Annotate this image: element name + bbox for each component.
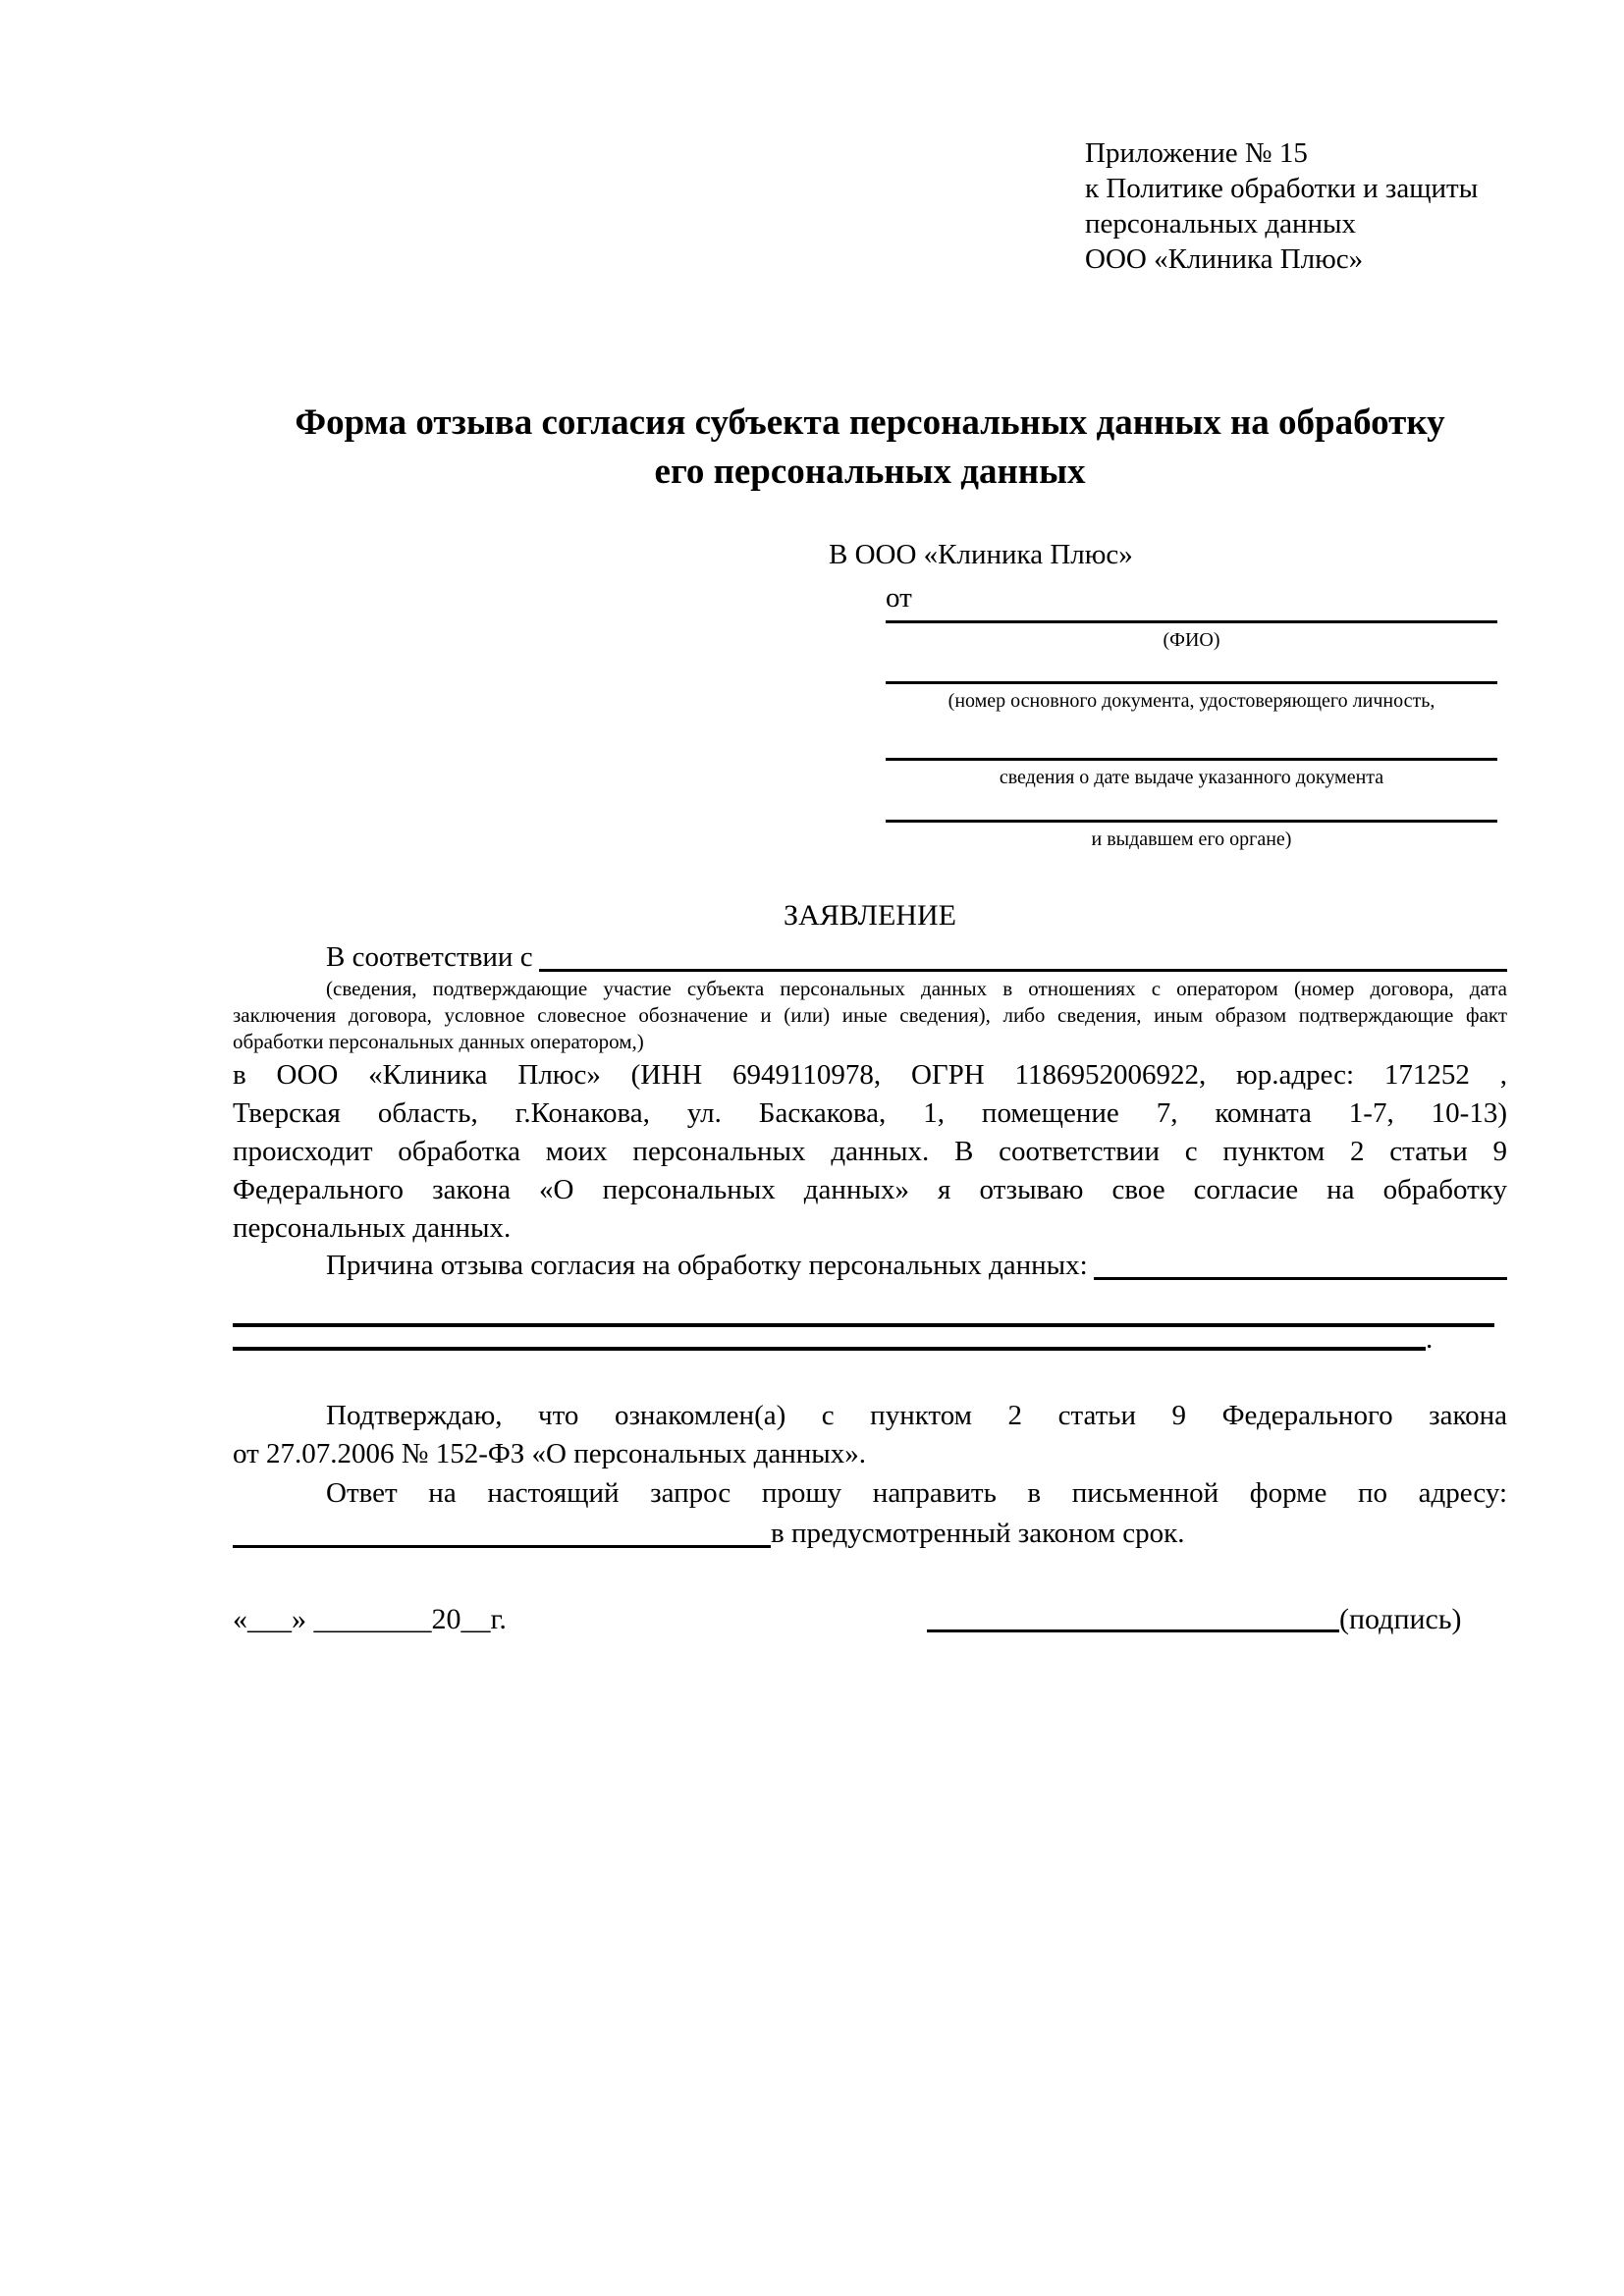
fine-print-line: обработки персональных данных оператором,) (233, 1030, 644, 1053)
issuing-authority-caption: и выдавшем его органе) (1091, 828, 1292, 850)
reason-label: Причина отзыва согласия на обработку персональных данных: (326, 1250, 1088, 1281)
issuing-authority-blank-line (886, 787, 1497, 823)
intro-row (233, 938, 1507, 977)
fio-blank-line (886, 588, 1497, 623)
page-title-line: Форма отзыва согласия субъекта персональных данных на обработку (295, 402, 1445, 443)
issue-date-blank-line (886, 725, 1497, 761)
recipient-from-label: от (886, 582, 912, 614)
intro-blank-line (539, 938, 1507, 972)
issue-date-caption: сведения о дате выдаче указанного документа (999, 767, 1384, 788)
header-note (1085, 135, 1517, 277)
document-number-caption: (номер основного документа, удостоверяющего личность, (947, 690, 1435, 712)
date-blank: «___» ________20__г. (233, 1603, 507, 1635)
main-paragraph-line: Тверская область, г.Конакова, ул. Баскакова, 1, помещение 7, комната 1-7, 10-13) (233, 1097, 1507, 1129)
header-note-line: к Политике обработки и защиты (1085, 173, 1479, 204)
reason-blank-line-3 (233, 1347, 1426, 1351)
reason-blank-row-3 (233, 1321, 1507, 1359)
header-note-line: ООО «Клиника Плюс» (1085, 243, 1364, 275)
signature-blank-line (927, 1600, 1339, 1632)
blank-line-period: . (1426, 1323, 1434, 1355)
header-note-line: персональных данных (1085, 208, 1357, 240)
main-paragraph (233, 1056, 1507, 1248)
address-blank-line (233, 1515, 771, 1548)
page-title (233, 399, 1507, 497)
reply-address-row (233, 1515, 1507, 1553)
main-paragraph-line: персональных данных. (233, 1212, 512, 1244)
fio-caption: (ФИО) (1163, 629, 1220, 651)
signature-caption: (подпись) (1339, 1603, 1462, 1635)
intro-prefix: В соответствии с (326, 941, 533, 973)
signature-row (927, 1600, 1462, 1638)
main-paragraph-line: Федерального закона «О персональных данных» я отзываю свое согласие на обработку (233, 1174, 1507, 1205)
fine-print-line: заключения договора, условное словесное обозначение и (или) иные сведения), либо сведения, иным образом подтверждающие факт (233, 1003, 1507, 1027)
confirmation-paragraph (233, 1397, 1507, 1473)
fine-print-line: (сведения, подтверждающие участие субъекта персональных данных в отношениях с оператором (номер договора, дата (326, 977, 1507, 1000)
document-number-blank-line (886, 649, 1497, 684)
header-note-line: Приложение № 15 (1085, 137, 1308, 169)
reply-tail: в предусмотренный законом срок. (771, 1518, 1185, 1549)
reply-request-line: Ответ на настоящий запрос прошу направить в письменной форме по адресу: (326, 1477, 1507, 1509)
fine-print (233, 976, 1507, 1055)
page-title-line: его персональных данных (654, 452, 1086, 492)
reason-row (233, 1247, 1507, 1285)
recipient-to: В ООО «Клиника Плюс» (829, 539, 1133, 570)
statement-heading: ЗАЯВЛЕНИЕ (784, 899, 956, 932)
main-paragraph-line: в ООО «Клиника Плюс» (ИНН 6949110978, ОГРН 1186952006922, юр.адрес: 171252 , (233, 1059, 1507, 1091)
reason-blank-line (1094, 1247, 1507, 1280)
confirmation-line: от 27.07.2006 № 152-ФЗ «О персональных данных». (233, 1438, 867, 1469)
confirmation-line: Подтверждаю, что ознакомлен(а) с пунктом 2 статьи 9 Федерального закона (326, 1400, 1507, 1431)
main-paragraph-line: происходит обработка моих персональных данных. В соответствии с пунктом 2 статьи 9 (233, 1136, 1507, 1167)
